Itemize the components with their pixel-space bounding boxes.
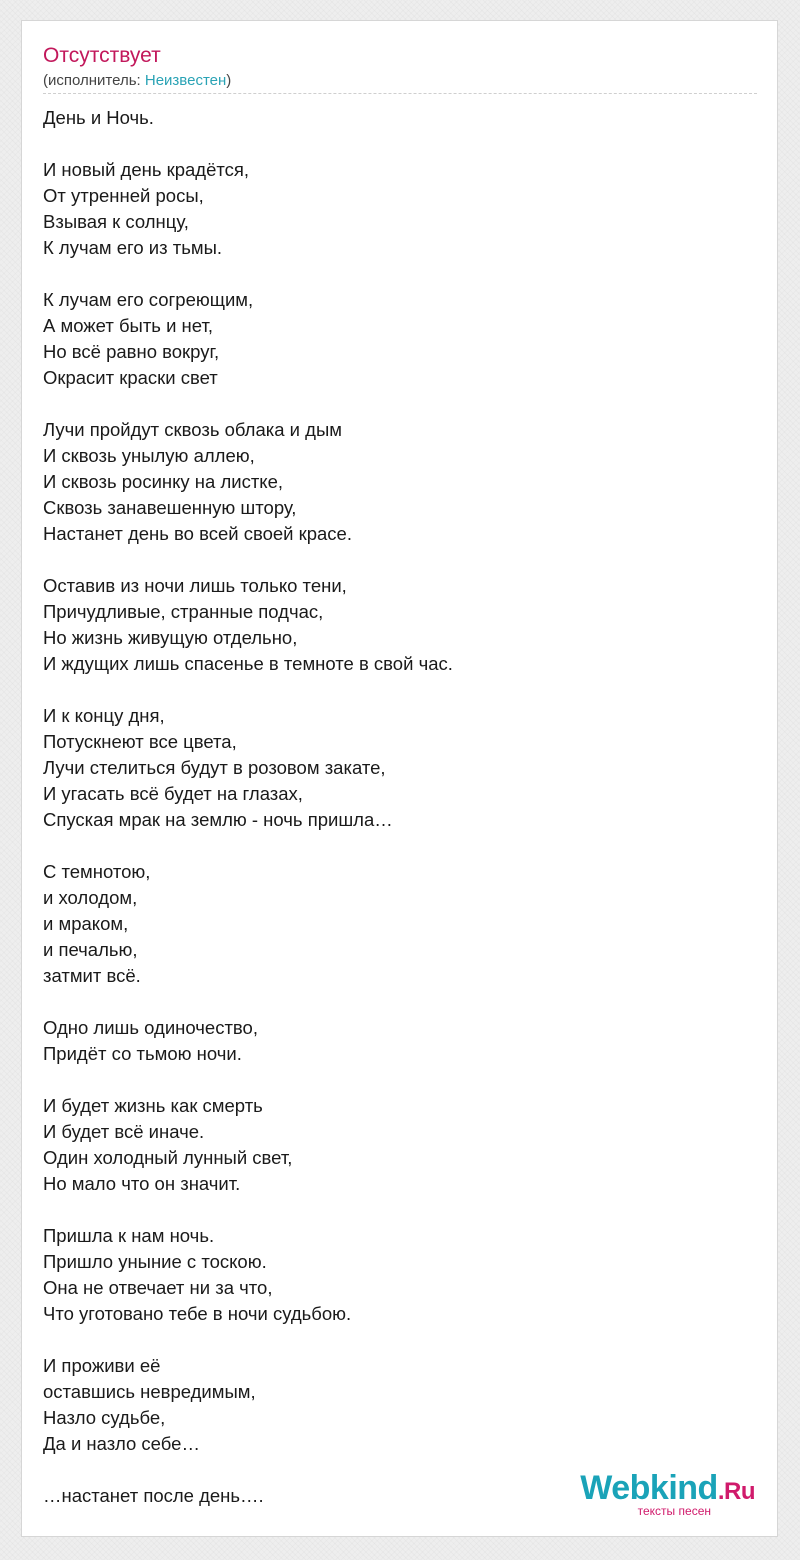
- lyric-line: затмит всё.: [43, 965, 141, 986]
- stanza-gap: [43, 833, 743, 859]
- lyric-line: К лучам его согреющим,: [43, 289, 254, 310]
- lyric-line: и холодом,: [43, 887, 138, 908]
- lyric-line: Причудливые, странные подчас,: [43, 601, 324, 622]
- stanza-gap: [43, 391, 743, 417]
- lyric-line: Пришло уныние с тоскою.: [43, 1251, 267, 1272]
- lyric-line: Лучи пройдут сквозь облака и дым: [43, 419, 342, 440]
- lyric-line: Оставив из ночи лишь только тени,: [43, 575, 347, 596]
- lyric-line: оставшись невредимым,: [43, 1381, 256, 1402]
- stanza-gap: [43, 547, 743, 573]
- stanza-gap: [43, 1067, 743, 1093]
- lyric-line: С темнотою,: [43, 861, 151, 882]
- lyric-line: Да и назло себе…: [43, 1433, 200, 1454]
- lyric-line: Лучи стелиться будут в розовом закате,: [43, 757, 386, 778]
- lyric-line: Спуская мрак на землю - ночь пришла…: [43, 809, 393, 830]
- lyric-line: И проживи её: [43, 1355, 161, 1376]
- lyric-line: Один холодный лунный свет,: [43, 1147, 293, 1168]
- dashed-divider: [43, 93, 757, 94]
- lyric-line: Придёт со тьмою ночи.: [43, 1043, 242, 1064]
- lyrics-text: [43, 105, 743, 1509]
- lyric-line: Окрасит краски свет: [43, 367, 218, 388]
- lyric-line: Назло судьбе,: [43, 1407, 166, 1428]
- lyric-line: Настанет день во всей своей красе.: [43, 523, 352, 544]
- lyric-line: Она не отвечает ни за что,: [43, 1277, 273, 1298]
- lyric-line: И сквозь унылую аллею,: [43, 445, 255, 466]
- lyric-line: Сквозь занавешенную штору,: [43, 497, 297, 518]
- artist-suffix: ): [226, 72, 232, 89]
- stanza-gap: [43, 261, 743, 287]
- lyric-line: К лучам его из тьмы.: [43, 237, 223, 258]
- stanza-gap: [43, 989, 743, 1015]
- lyric-line: От утренней росы,: [43, 185, 204, 206]
- lyric-line: И к концу дня,: [43, 705, 165, 726]
- lyric-line: Но всё равно вокруг,: [43, 341, 220, 362]
- lyric-line: И ждущих лишь спасенье в темноте в свой час.: [43, 653, 453, 674]
- lyrics-card: [21, 20, 778, 1537]
- lyric-line: Пришла к нам ночь.: [43, 1225, 215, 1246]
- lyric-line: и печалью,: [43, 939, 138, 960]
- lyric-line: и мраком,: [43, 913, 129, 934]
- stanza-gap: [43, 1197, 743, 1223]
- lyric-line: И будет всё иначе.: [43, 1121, 205, 1142]
- artist-line: [43, 72, 231, 90]
- lyric-line: Что уготовано тебе в ночи судьбою.: [43, 1303, 352, 1324]
- stanza-gap: [43, 131, 743, 157]
- lyric-line: А может быть и нет,: [43, 315, 214, 336]
- logo-tld: .Ru: [717, 1478, 755, 1505]
- lyric-line: И сквозь росинку на листке,: [43, 471, 284, 492]
- logo-tagline: тексты песен: [637, 1504, 711, 1518]
- logo-name: Webkind: [580, 1469, 718, 1507]
- lyric-line: И будет жизнь как смерть: [43, 1095, 263, 1116]
- lyric-line: Но жизнь живущую отдельно,: [43, 627, 298, 648]
- artist-prefix: (исполнитель:: [43, 72, 145, 89]
- stanza-gap: [43, 1327, 743, 1353]
- lyric-line: Потускнеют все цвета,: [43, 731, 237, 752]
- lyric-line: Взывая к солнцу,: [43, 211, 189, 232]
- lyric-line: День и Ночь.: [43, 107, 154, 128]
- lyric-line: Одно лишь одиночество,: [43, 1017, 258, 1038]
- lyric-line: И угасать всё будет на глазах,: [43, 783, 303, 804]
- lyric-line: И новый день крадётся,: [43, 159, 250, 180]
- artist-link[interactable]: Неизвестен: [144, 72, 227, 89]
- song-title: Отсутствует: [43, 44, 161, 67]
- stanza-gap: [43, 677, 743, 703]
- lyric-line: …настанет после день….: [43, 1485, 264, 1506]
- webkind-logo[interactable]: [555, 1468, 755, 1518]
- lyric-line: Но мало что он значит.: [43, 1173, 241, 1194]
